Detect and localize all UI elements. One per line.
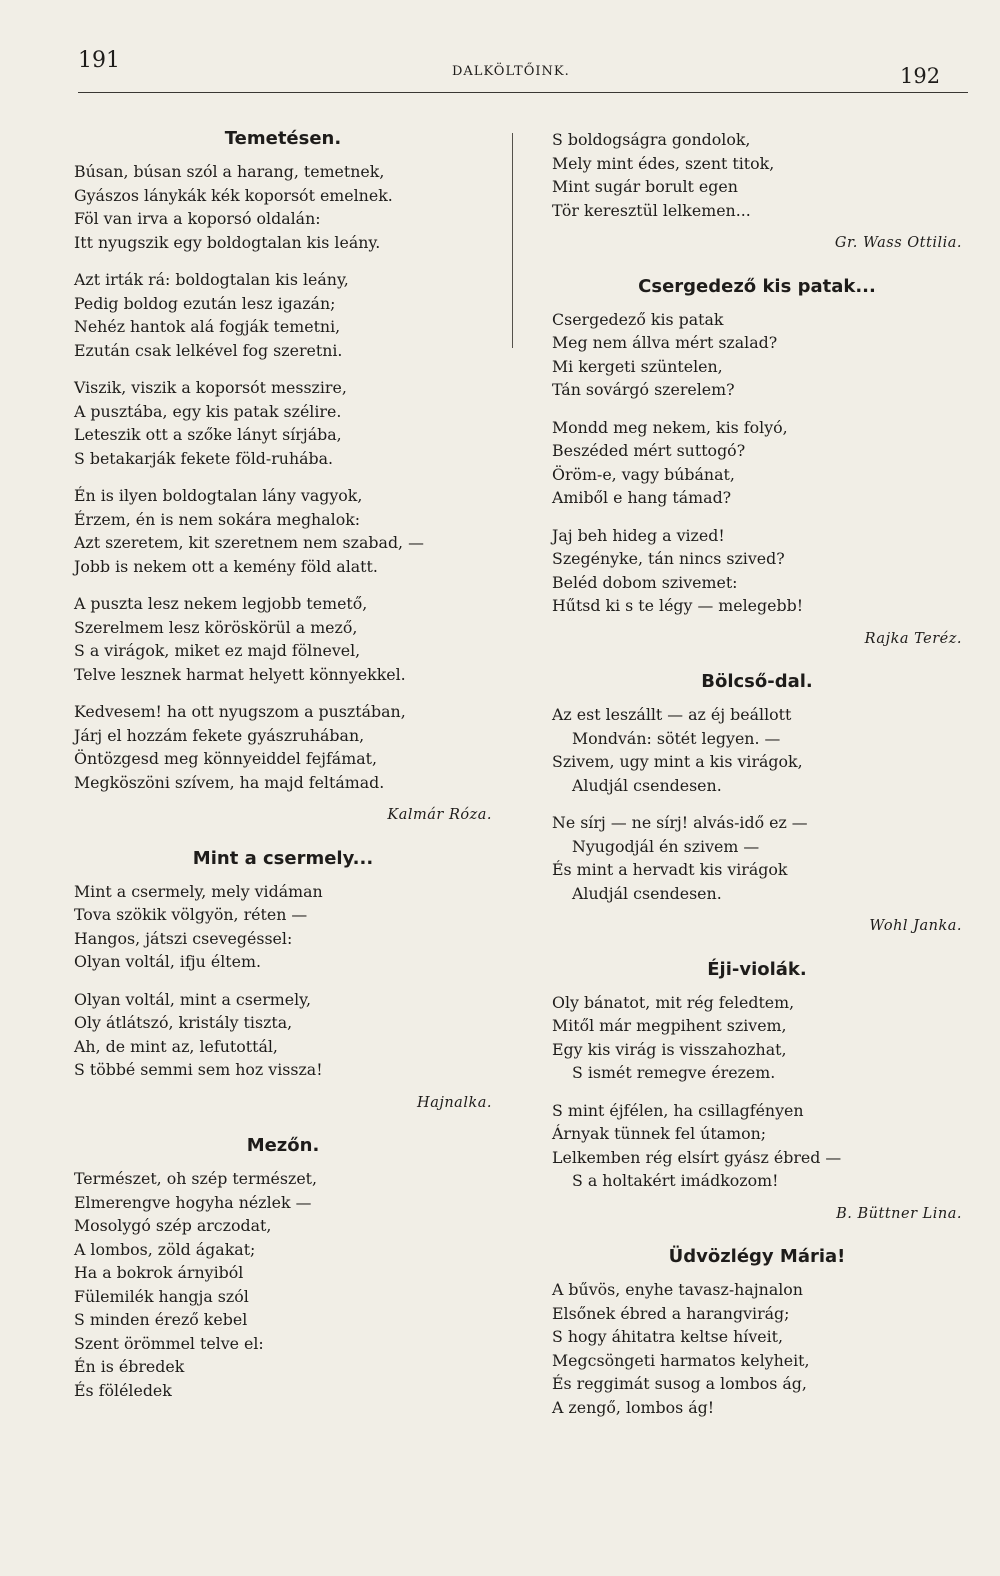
verse-line: Öröm-e, vagy búbánat,: [552, 464, 735, 484]
verse-line: Ah, de mint az, lefutottál,: [74, 1036, 278, 1056]
verse-line: Telve lesznek harmat helyett könnyekkel.: [74, 664, 406, 684]
left-page-number: 191: [78, 48, 120, 73]
verse-line: Meg nem állva mért szalad?: [552, 333, 778, 352]
stanza: [74, 700, 492, 794]
verse-line: Természet, oh szép természet,: [74, 1169, 318, 1188]
poem-author: Rajka Teréz.: [864, 630, 962, 647]
verse-line: És mint a hervadt kis virágok: [552, 860, 788, 879]
verse-line: Szerelmem lesz köröskörül a mező,: [74, 617, 358, 637]
verse-line: A bűvös, enyhe tavasz-hajnalon: [552, 1280, 803, 1299]
poem-title: Bölcső-dal.: [701, 671, 813, 692]
poem-author: Hajnalka.: [417, 1094, 492, 1111]
verse-line: Leteszik ott a szőke lányt sírjába,: [74, 425, 342, 444]
stanza: [552, 703, 962, 797]
verse-line: Jobb is nekem ott a kemény föld alatt.: [74, 556, 378, 576]
verse-line: Árnyak tünnek fel útamon;: [552, 1124, 767, 1143]
verse-line: S mint éjfélen, ha csillagfényen: [552, 1100, 804, 1120]
stanza: [552, 811, 962, 905]
verse-line: Ezután csak lelkével fog szeretni.: [74, 340, 343, 360]
verse-line: Mint sugár borult egen: [552, 177, 738, 196]
verse-line: És reggimát susog a lombos ág,: [552, 1374, 807, 1393]
verse-line: Lelkemben rég elsírt gyász ébred —: [552, 1147, 842, 1167]
poem-title: Mint a csermely...: [192, 847, 374, 869]
stanza: [74, 1167, 492, 1402]
verse-line: Szivem, ugy mint a kis virágok,: [552, 752, 803, 771]
verse-line: Jaj beh hideg a vized!: [552, 525, 725, 545]
poem: [552, 274, 962, 652]
verse-line: S betakarják fekete föld-ruhába.: [74, 448, 334, 468]
verse-line: Búsan, búsan szól a harang, temetnek,: [74, 162, 385, 181]
verse-line: Mondván: sötét legyen. —: [572, 728, 781, 748]
verse-line: Olyan voltál, mint a csermely,: [74, 989, 311, 1009]
verse-line: Egy kis virág is visszahozhat,: [552, 1039, 787, 1059]
verse-line: Elmerengve hogyha nézlek —: [74, 1192, 312, 1212]
poem-title: Mezőn.: [246, 1135, 320, 1156]
stanza: [552, 1099, 962, 1193]
verse-line: Azt irták rá: boldogtalan kis leány,: [74, 270, 349, 289]
poem-title: Éji-violák.: [707, 958, 807, 980]
verse-line: Mint a csermely, mely vidáman: [74, 881, 323, 901]
verse-line: Járj el hozzám fekete gyászruhában,: [74, 725, 365, 745]
left-column: [74, 126, 492, 1416]
verse-line: A lombos, zöld ágakat;: [74, 1239, 256, 1259]
stanza: [74, 880, 492, 974]
verse-line: Kedvesem! ha ott nyugszom a pusztában,: [74, 702, 406, 721]
verse-line: A zengő, lombos ág!: [552, 1397, 715, 1417]
verse-line: Itt nyugszik egy boldogtalan kis leány.: [74, 232, 381, 252]
verse-line: Nehéz hantok alá fogják temetni,: [74, 317, 341, 336]
verse-line: Aludjál csendesen.: [572, 775, 722, 795]
verse-line: Öntözgesd meg könnyeiddel fejfámat,: [74, 749, 377, 768]
stanza: [552, 991, 962, 1085]
verse-line: Érzem, én is nem sokára meghalok:: [74, 509, 361, 529]
poem: [552, 957, 962, 1227]
verse-line: Olyan voltál, ifju éltem.: [74, 952, 261, 971]
poem-title: Csergedező kis patak...: [638, 275, 876, 297]
header-rule: [78, 92, 968, 93]
poem: [552, 1244, 962, 1419]
stanza: [74, 592, 492, 686]
verse-line: S a virágok, miket ez majd fölnevel,: [74, 641, 361, 660]
verse-line: Viszik, viszik a koporsót messzire,: [74, 378, 347, 397]
verse-line: S hogy áhitatra keltse híveit,: [552, 1327, 784, 1346]
poem-title: Üdvözlégy Mária!: [668, 1246, 846, 1267]
stanza: [74, 484, 492, 578]
verse-line: Szent örömmel telve el:: [74, 1333, 264, 1353]
verse-line: Mely mint édes, szent titok,: [552, 153, 775, 173]
stanza: [74, 160, 492, 254]
verse-line: Fülemilék hangja szól: [74, 1286, 249, 1306]
stanza: [552, 1278, 962, 1419]
page-header: [0, 0, 1000, 100]
verse-line: S minden érező kebel: [74, 1310, 248, 1329]
right-column: [552, 128, 962, 1433]
stanza: [74, 376, 492, 470]
verse-line: Csergedező kis patak: [552, 309, 724, 329]
verse-line: Elsőnek ébred a harangvirág;: [552, 1303, 790, 1323]
verse-line: Mosolygó szép arczodat,: [74, 1216, 272, 1235]
poem: [74, 1133, 492, 1402]
verse-line: Amiből e hang támad?: [552, 488, 732, 507]
stanza: [552, 416, 962, 510]
verse-line: Beszéded mért suttogó?: [552, 441, 746, 460]
verse-line: A puszta lesz nekem legjobb temető,: [74, 594, 368, 613]
verse-line: És föléledek: [74, 1380, 172, 1400]
poem-author: Kalmár Róza.: [387, 807, 492, 823]
verse-line: S a holtakért imádkozom!: [572, 1171, 779, 1190]
verse-line: Megköszöni szívem, ha majd feltámad.: [74, 772, 385, 792]
verse-line: Mitől már megpihent szivem,: [552, 1016, 787, 1035]
verse-line: Tán sovárgó szerelem?: [552, 380, 735, 399]
verse-line: S ismét remegve érezem.: [572, 1063, 776, 1082]
verse-line: Ne sírj — ne sírj! alvás-idő ez —: [552, 813, 808, 832]
stanza: [552, 128, 962, 222]
verse-line: Mondd meg nekem, kis folyó,: [552, 417, 788, 437]
verse-line: Tova szökik völgyön, réten —: [74, 905, 308, 924]
verse-line: Hűtsd ki s te légy — melegebb!: [552, 596, 804, 615]
verse-line: Oly átlátszó, kristály tiszta,: [74, 1013, 293, 1032]
verse-line: Gyászos lánykák kék koporsót emelnek.: [74, 185, 393, 205]
poem-author: B. Büttner Lina.: [836, 1205, 962, 1222]
poem: [552, 669, 962, 939]
poem: [74, 126, 492, 828]
verse-line: S többé semmi sem hoz vissza!: [74, 1060, 323, 1079]
running-title: DALKÖLTŐINK.: [452, 64, 570, 79]
poem-title: Temetésen.: [224, 128, 342, 149]
verse-line: Ha a bokrok árnyiból: [74, 1263, 244, 1282]
verse-line: A pusztába, egy kis patak szélire.: [74, 401, 342, 421]
stanza: [74, 988, 492, 1082]
verse-line: Az est leszállt — az éj beállott: [552, 705, 792, 724]
verse-line: Tör keresztül lelkemen...: [552, 200, 751, 220]
verse-line: Pedig boldog ezután lesz igazán;: [74, 293, 336, 313]
verse-line: Azt szeretem, kit szeretnem nem szabad, —: [74, 533, 424, 552]
verse-line: Aludjál csendesen.: [572, 883, 722, 903]
right-page-number: 192: [900, 64, 941, 88]
verse-line: Föl van irva a koporsó oldalán:: [74, 209, 321, 228]
stanza: [552, 524, 962, 618]
verse-line: Oly bánatot, mit rég feledtem,: [552, 992, 795, 1012]
verse-line: Mi kergeti szüntelen,: [552, 356, 723, 376]
poem: [552, 128, 962, 256]
stanza: [552, 308, 962, 402]
verse-line: S boldogságra gondolok,: [552, 130, 751, 149]
verse-line: Szegényke, tán nincs szived?: [552, 549, 785, 568]
verse-line: Nyugodjál én szivem —: [572, 836, 760, 856]
verse-line: Megcsöngeti harmatos kelyheit,: [552, 1350, 810, 1370]
verse-line: Hangos, játszi csevegéssel:: [74, 928, 293, 948]
stanza: [74, 268, 492, 362]
verse-line: Beléd dobom szivemet:: [552, 572, 738, 592]
poem: [74, 846, 492, 1116]
verse-line: Én is ébredek: [74, 1357, 185, 1376]
poem-author: Gr. Wass Ottilia.: [834, 235, 962, 251]
verse-line: Én is ilyen boldogtalan lány vagyok,: [74, 486, 363, 505]
column-divider: [512, 133, 513, 348]
poem-author: Wohl Janka.: [869, 918, 962, 934]
